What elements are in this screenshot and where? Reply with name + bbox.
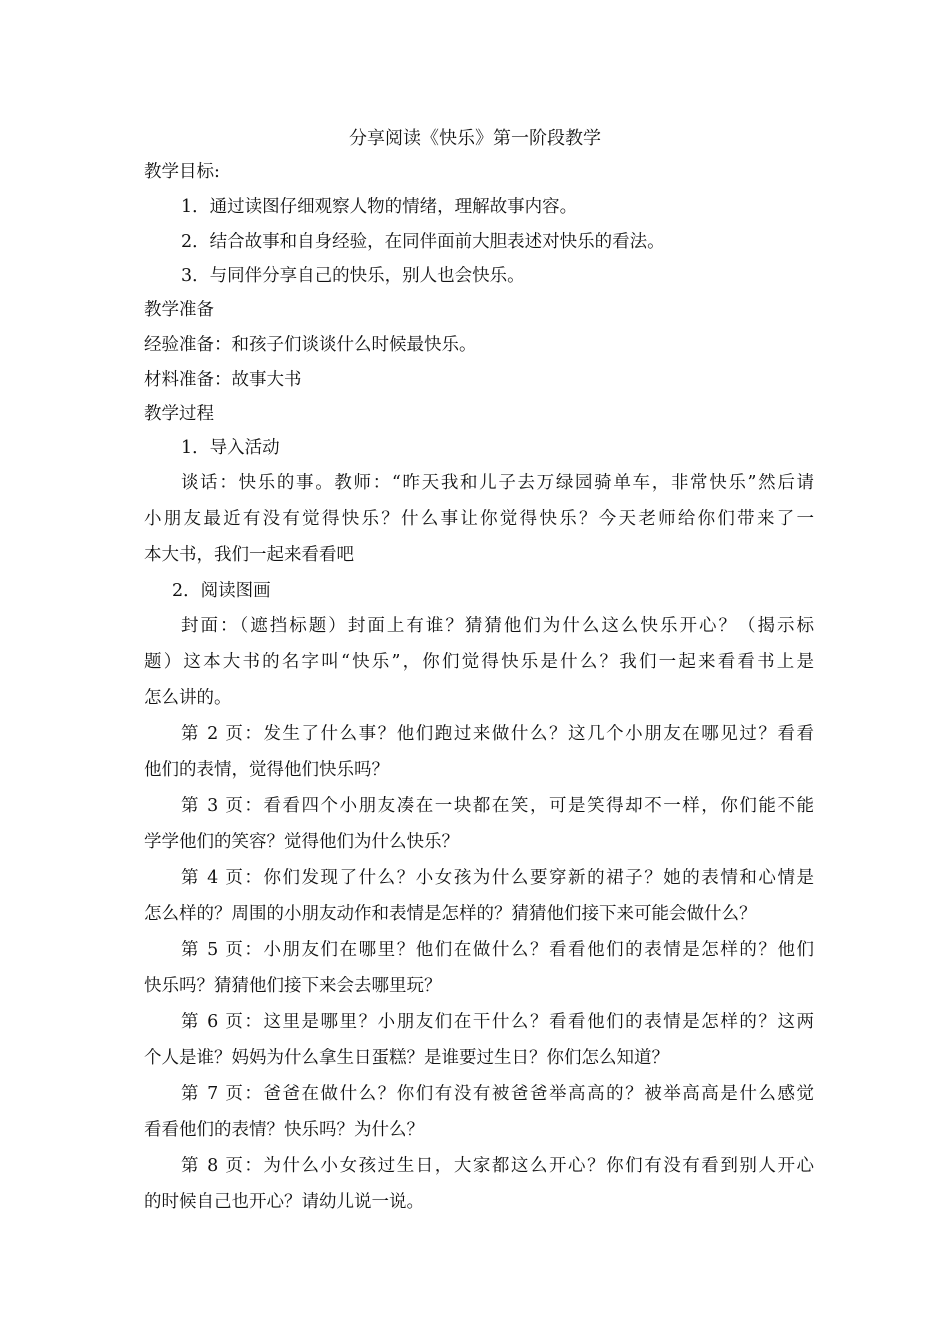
paragraph-line: 学学他们的笑容？觉得他们为什么快乐？ [144, 832, 459, 852]
prep-experience: 经验准备：和孩子们谈谈什么时候最快乐。 [144, 335, 477, 355]
document-title: 分享阅读《快乐》第一阶段教学 [349, 128, 601, 149]
paragraph-line: 第 3 页：看看四个小朋友凑在一块都在笑，可是笑得却不一样，你们能不能 [181, 796, 814, 816]
paragraph-line: 第 8 页：为什么小女孩过生日，大家都这么开心？你们有没有看到别人开心 [181, 1156, 814, 1176]
paragraph-line: 封面：（遮挡标题）封面上有谁？猜猜他们为什么这么快乐开心？（揭示标 [181, 616, 814, 636]
paragraph-line: 第 7 页：爸爸在做什么？你们有没有被爸爸举高高的？被举高高是什么感觉 [181, 1084, 814, 1104]
prep-heading: 教学准备 [144, 300, 214, 320]
step2-heading: 2．阅读图画 [172, 581, 271, 601]
goal-item: 3．与同伴分享自己的快乐，别人也会快乐。 [181, 266, 525, 286]
paragraph-line: 题）这本大书的名字叫“快乐”，你们觉得快乐是什么？我们一起来看看书上是 [144, 652, 814, 672]
paragraph-line: 怎么讲的。 [144, 688, 232, 708]
paragraph-line: 第 2 页：发生了什么事？他们跑过来做什么？这几个小朋友在哪见过？看看 [181, 724, 814, 744]
goal-item: 2．结合故事和自身经验，在同伴面前大胆表述对快乐的看法。 [181, 232, 665, 252]
paragraph-line: 的时候自己也开心？请幼儿说一说。 [144, 1192, 424, 1212]
paragraph-line: 第 4 页：你们发现了什么？小女孩为什么要穿新的裙子？她的表情和心情是 [181, 868, 814, 888]
paragraph-line: 怎么样的？周围的小朋友动作和表情是怎样的？猜猜他们接下来可能会做什么？ [144, 904, 757, 924]
paragraph-line: 个人是谁？妈妈为什么拿生日蛋糕？是谁要过生日？你们怎么知道？ [144, 1048, 669, 1068]
paragraph-line: 快乐吗？猜猜他们接下来会去哪里玩？ [144, 976, 442, 996]
goals-heading: 教学目标: [144, 162, 220, 182]
goal-item: 1．通过读图仔细观察人物的情绪，理解故事内容。 [181, 197, 578, 217]
paragraph-line: 第 5 页：小朋友们在哪里？他们在做什么？看看他们的表情是怎样的？他们 [181, 940, 814, 960]
paragraph-line: 谈话：快乐的事。教师：“昨天我和儿子去万绿园骑单车，非常快乐”然后请 [181, 473, 814, 493]
paragraph-line: 本大书，我们一起来看看吧 [144, 545, 354, 565]
paragraph-line: 第 6 页：这里是哪里？小朋友们在干什么？看看他们的表情是怎样的？这两 [181, 1012, 814, 1032]
paragraph-line: 看看他们的表情？快乐吗？为什么？ [144, 1120, 424, 1140]
prep-materials: 材料准备：故事大书 [144, 370, 302, 390]
paragraph-line: 他们的表情，觉得他们快乐吗？ [144, 760, 389, 780]
step1-heading: 1．导入活动 [181, 438, 280, 458]
paragraph-line: 小朋友最近有没有觉得快乐？什么事让你觉得快乐？今天老师给你们带来了一 [144, 509, 814, 529]
process-heading: 教学过程 [144, 404, 214, 424]
